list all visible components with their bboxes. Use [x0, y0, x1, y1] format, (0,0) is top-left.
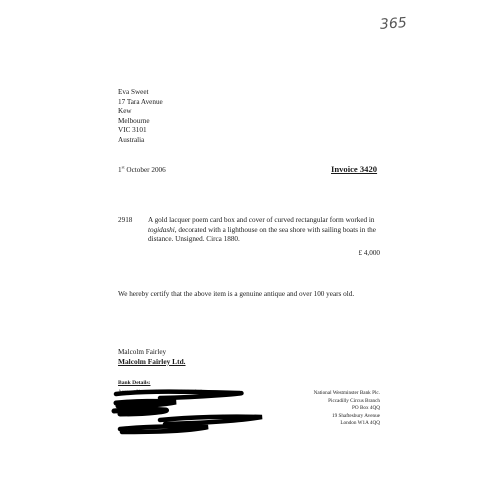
bank-address-line: Piccadilly Circus Branch — [328, 397, 380, 404]
item-price: £ 4,000 — [358, 249, 380, 257]
invoice-date — [118, 166, 166, 174]
bank-field-value: Malcolm Fairley Ltd — [160, 390, 202, 395]
bank-details-fields — [118, 390, 278, 440]
description-text: A gold lacquer poem card box and cover of curved rectangular form worked in — [148, 216, 375, 224]
invoice-title: Invoice 3420 — [331, 164, 378, 174]
bank-address-line: 19 Shaftesbury Avenue — [331, 412, 380, 419]
date-suffix: st — [121, 164, 125, 170]
lot-number: 2918 — [118, 216, 133, 224]
recipient-address — [118, 88, 163, 146]
bank-field-label: Account Name — [118, 390, 149, 395]
bank-address-line: PO Box 4QQ — [352, 405, 380, 411]
recipient-line: Kew — [118, 107, 132, 116]
certification-statement: We hereby certify that the above item is a genuine antique and over 100 years old. — [118, 290, 355, 298]
recipient-line: Melbourne — [118, 116, 150, 125]
bank-field-label: Sort Code — [118, 408, 139, 413]
recipient-line: VIC 3101 — [118, 126, 147, 135]
bank-details-heading: Bank Details: — [118, 380, 151, 386]
bank-address — [290, 390, 380, 428]
signatory-name: Malcolm Fairley — [118, 348, 167, 356]
description-italic-term: togidashi — [148, 225, 175, 234]
bank-address-line: National Westminster Bank Plc. — [313, 390, 380, 396]
bank-address-line: London W1A 4QQ — [340, 420, 380, 426]
item-description — [148, 216, 380, 245]
handwritten-annotation: 365 — [379, 15, 408, 33]
date-day: 1 — [118, 166, 122, 174]
recipient-line: Australia — [118, 135, 145, 144]
company-name: Malcolm Fairley Ltd. — [118, 357, 186, 366]
description-text: , decorated with a lighthouse on the sea shore with sailing boats in the distance. Unsigned. Circa 1880. — [148, 225, 376, 243]
date-rest: October 2006 — [124, 166, 166, 174]
recipient-line: Eva Sweet — [118, 88, 149, 96]
recipient-line: 17 Tara Avenue — [118, 97, 163, 106]
